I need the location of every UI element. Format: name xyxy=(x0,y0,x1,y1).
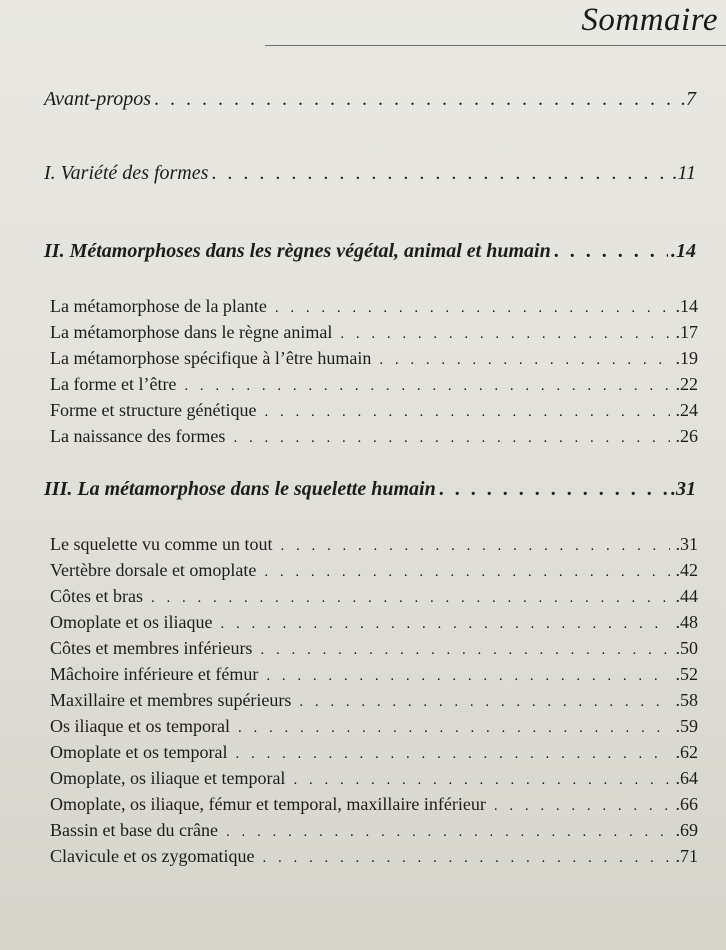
dot-leader xyxy=(260,637,669,663)
dot-leader xyxy=(266,663,669,689)
toc-entry xyxy=(50,293,698,319)
dot-leader xyxy=(262,845,669,871)
entry-page-number: .24 xyxy=(675,400,698,420)
dot-leader xyxy=(220,611,669,637)
toc-entry xyxy=(50,661,698,687)
entry-title: Maxillaire et membres supérieurs xyxy=(50,690,292,710)
section-page-number: .14 xyxy=(671,240,696,262)
toc-entry xyxy=(50,635,698,661)
entry-page-number: .22 xyxy=(675,374,698,394)
toc-entry xyxy=(50,843,698,869)
toc-entry xyxy=(50,713,698,739)
toc-entry xyxy=(50,345,698,371)
dot-leader xyxy=(379,347,669,373)
toc-entry xyxy=(50,531,698,557)
section-title: II. Métamorphoses dans les règnes végétal, animal et humain xyxy=(44,240,551,262)
entry-title: Forme et structure génétique xyxy=(50,400,257,420)
entry-page-number: .66 xyxy=(675,794,698,814)
entry-page-number: .48 xyxy=(675,612,698,632)
entry-title: La métamorphose de la plante xyxy=(50,296,267,316)
entry-page-number: .62 xyxy=(675,742,698,762)
entry-title: Os iliaque et os temporal xyxy=(50,716,230,736)
entry-page-number: .42 xyxy=(675,560,698,580)
title-rule xyxy=(265,45,726,46)
toc-entry xyxy=(50,817,698,843)
entry-page-number: .50 xyxy=(675,638,698,658)
entry-title: Omoplate, os iliaque et temporal xyxy=(50,768,286,788)
entry-title: Côtes et membres inférieurs xyxy=(50,638,253,658)
entry-title: Omoplate, os iliaque, fémur et temporal, maxillaire inférieur xyxy=(50,794,486,814)
toc-entry xyxy=(50,319,698,345)
dot-leader xyxy=(280,533,669,559)
toc-entry xyxy=(50,739,698,765)
toc-entry xyxy=(50,423,698,449)
dot-leader xyxy=(226,819,670,845)
entry-page-number: .26 xyxy=(675,426,698,446)
entry-title: La métamorphose spécifique à l’être humain xyxy=(50,348,372,368)
dot-leader xyxy=(238,715,670,741)
entry-title: Omoplate et os temporal xyxy=(50,742,228,762)
section-title: Avant-propos xyxy=(44,88,152,110)
toc-section-2 xyxy=(44,240,696,263)
section-page-number: .11 xyxy=(672,162,696,184)
dot-leader xyxy=(275,295,670,321)
entry-page-number: .31 xyxy=(675,534,698,554)
entry-page-number: .19 xyxy=(675,348,698,368)
section-page-number: .7 xyxy=(681,88,696,110)
entry-title: Clavicule et os zygomatique xyxy=(50,846,255,866)
section-title: I. Variété des formes xyxy=(44,162,209,184)
toc-section-2-entries xyxy=(50,293,698,449)
entry-page-number: .64 xyxy=(675,768,698,788)
entry-page-number: .14 xyxy=(675,296,698,316)
entry-page-number: .59 xyxy=(675,716,698,736)
entry-title: Omoplate et os iliaque xyxy=(50,612,213,632)
toc-section-avant-propos xyxy=(44,88,696,111)
toc-entry xyxy=(50,609,698,635)
dot-leader xyxy=(211,162,669,185)
entry-title: Vertèbre dorsale et omoplate xyxy=(50,560,257,580)
section-page-number: .31 xyxy=(671,478,696,500)
toc-entry xyxy=(50,583,698,609)
dot-leader xyxy=(299,689,669,715)
dot-leader xyxy=(233,425,669,451)
entry-title: Mâchoire inférieure et fémur xyxy=(50,664,259,684)
toc-entry xyxy=(50,397,698,423)
dot-leader xyxy=(184,373,669,399)
dot-leader xyxy=(154,88,678,111)
entry-page-number: .69 xyxy=(675,820,698,840)
toc-entry xyxy=(50,557,698,583)
dot-leader xyxy=(235,741,669,767)
dot-leader xyxy=(494,793,670,819)
toc-entry xyxy=(50,791,698,817)
dot-leader xyxy=(293,767,669,793)
toc-section-3-entries xyxy=(50,531,698,869)
toc-section-3 xyxy=(44,478,696,501)
entry-title: Le squelette vu comme un tout xyxy=(50,534,273,554)
toc-entry xyxy=(50,687,698,713)
entry-title: La métamorphose dans le règne animal xyxy=(50,322,333,342)
dot-leader xyxy=(264,559,669,585)
toc-section-1 xyxy=(44,162,696,185)
entry-title: Côtes et bras xyxy=(50,586,143,606)
dot-leader xyxy=(151,585,670,611)
page-title: Sommaire xyxy=(581,2,718,38)
entry-title: La forme et l’être xyxy=(50,374,177,394)
entry-page-number: .58 xyxy=(675,690,698,710)
dot-leader xyxy=(439,478,668,501)
dot-leader xyxy=(264,399,669,425)
entry-title: La naissance des formes xyxy=(50,426,226,446)
entry-page-number: .71 xyxy=(675,846,698,866)
entry-page-number: .52 xyxy=(675,664,698,684)
toc-entry xyxy=(50,371,698,397)
dot-leader xyxy=(554,240,668,263)
dot-leader xyxy=(340,321,669,347)
entry-page-number: .44 xyxy=(675,586,698,606)
section-title: III. La métamorphose dans le squelette humain xyxy=(44,478,436,500)
toc-entry xyxy=(50,765,698,791)
entry-page-number: .17 xyxy=(675,322,698,342)
entry-title: Bassin et base du crâne xyxy=(50,820,218,840)
